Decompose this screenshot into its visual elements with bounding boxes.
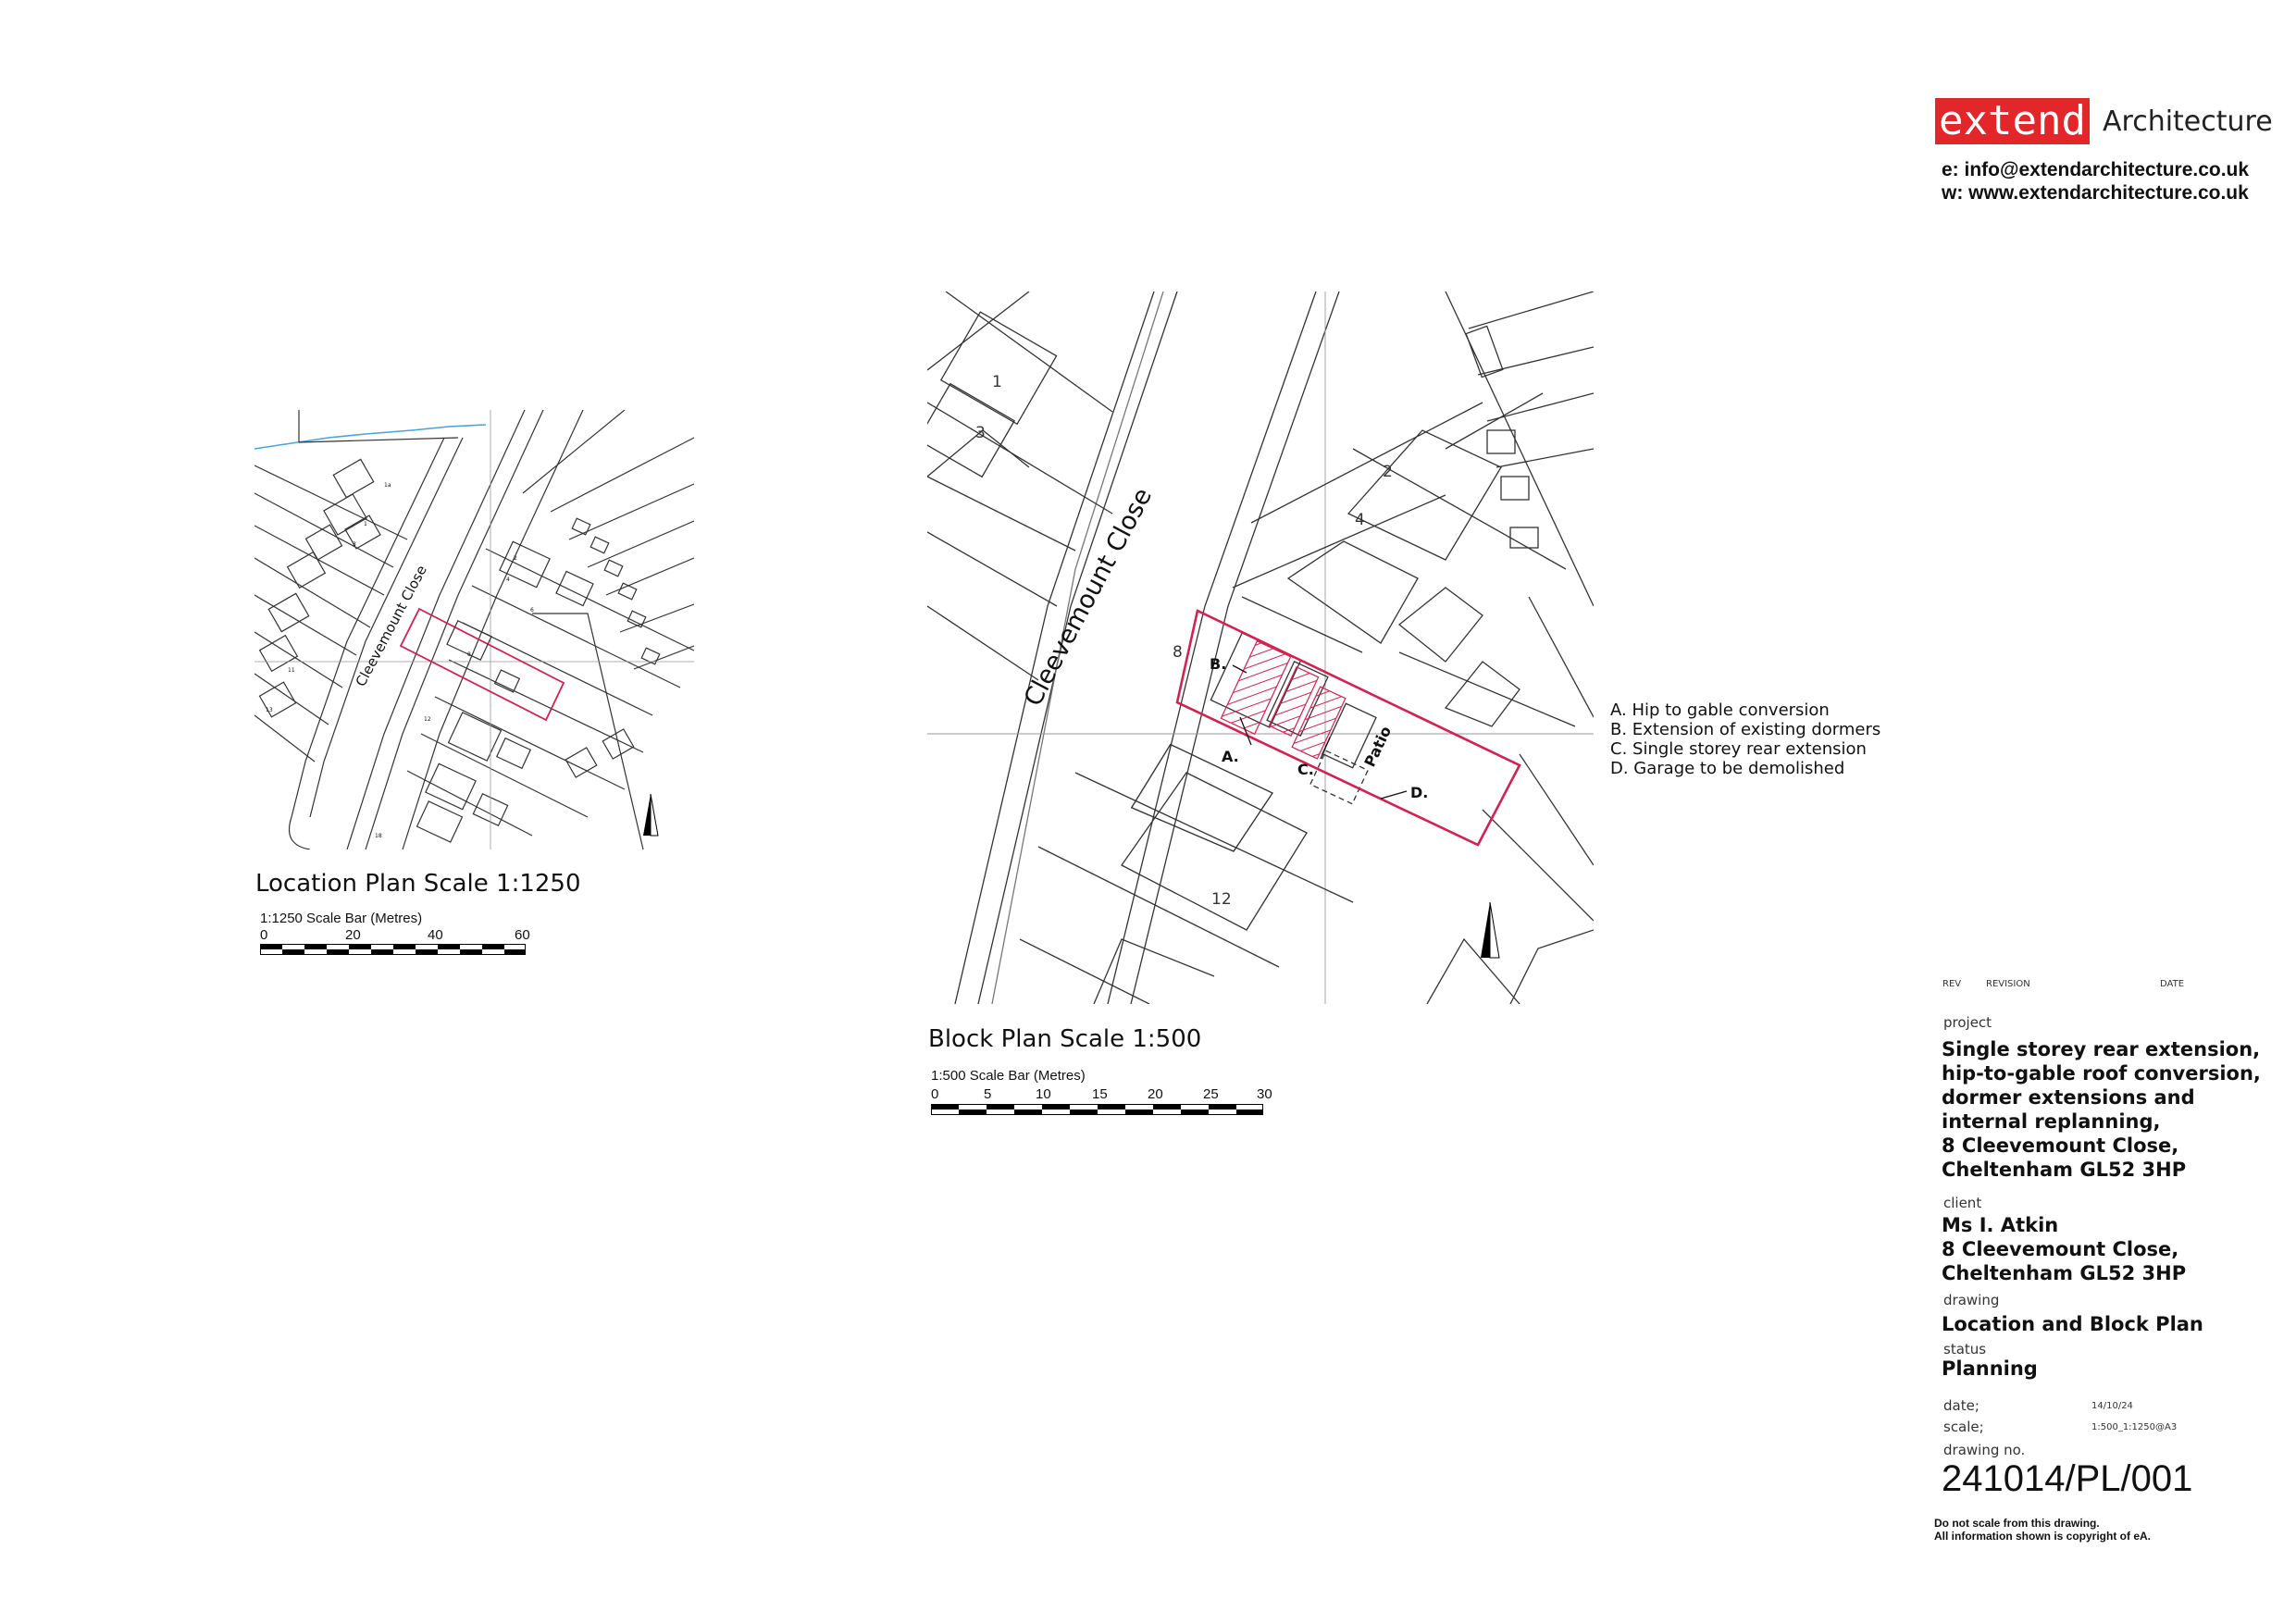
north-arrow-icon: [1481, 902, 1499, 958]
bp-house-2: 2: [1383, 463, 1393, 481]
client-line: Ms I. Atkin: [1942, 1214, 2059, 1236]
north-arrow-icon: [643, 794, 658, 836]
location-scale-bar-label: 1:1250 Scale Bar (Metres): [260, 911, 423, 926]
lp-house-12: 12: [424, 716, 431, 723]
block-scale-bar-label: 1:500 Scale Bar (Metres): [931, 1068, 1086, 1084]
bp-tick-30: 30: [1257, 1086, 1272, 1102]
project-line: Single storey rear extension,: [1942, 1038, 2261, 1060]
legend-item-d: D. Garage to be demolished: [1610, 759, 1845, 778]
project-line: 8 Cleevemount Close,: [1942, 1134, 2179, 1157]
lp-house-1: 1: [364, 521, 367, 527]
bp-tick-20: 20: [1148, 1086, 1163, 1102]
contact-web: w: www.extendarchitecture.co.uk: [1942, 182, 2249, 204]
bp-tick-15: 15: [1092, 1086, 1108, 1102]
bp-house-1: 1: [992, 373, 1002, 391]
bp-house-3: 3: [975, 424, 986, 442]
bp-house-12: 12: [1211, 890, 1232, 909]
lp-house-11: 11: [288, 667, 295, 674]
client-line: 8 Cleevemount Close,: [1942, 1238, 2179, 1260]
drawing-no-label: drawing no.: [1943, 1442, 2026, 1458]
marker-c: C.: [1297, 761, 1314, 778]
note-copyright: All information shown is copyright of eA.: [1934, 1530, 2152, 1543]
marker-b: B.: [1210, 655, 1227, 673]
lp-tick-0: 0: [260, 927, 268, 943]
location-plan-map: [254, 410, 694, 849]
lp-tick-20: 20: [345, 927, 361, 943]
patio-label: Patio: [1360, 723, 1396, 770]
marker-a: A.: [1222, 748, 1239, 765]
status-value: Planning: [1942, 1357, 2038, 1380]
lp-house-1a: 1a: [384, 482, 391, 489]
lp-tick-40: 40: [428, 927, 443, 943]
location-scale-bar: [260, 944, 528, 957]
client-line: Cheltenham GL52 3HP: [1942, 1262, 2187, 1284]
brand-name: Architecture: [2103, 105, 2273, 138]
block-plan-map: [927, 291, 1594, 1004]
lp-house-13: 13: [266, 707, 273, 713]
bp-house-8: 8: [1173, 643, 1183, 662]
block-road-label: Cleevemount Close: [1018, 483, 1159, 712]
bp-house-4: 4: [1355, 511, 1365, 529]
bp-tick-10: 10: [1036, 1086, 1051, 1102]
lp-tick-60: 60: [515, 927, 530, 943]
note-do-not-scale: Do not scale from this drawing.: [1934, 1517, 2100, 1530]
legend-item-a: A. Hip to gable conversion: [1610, 700, 1830, 720]
location-road-label: Cleevemount Close: [352, 562, 430, 689]
project-line: internal replanning,: [1942, 1110, 2161, 1133]
client-details: [1942, 1213, 2186, 1285]
lp-house-3: 3: [353, 541, 356, 548]
contact-email: e: info@extendarchitecture.co.uk: [1942, 159, 2250, 180]
date-header: DATE: [2160, 979, 2185, 989]
bp-tick-25: 25: [1203, 1086, 1219, 1102]
marker-d: D.: [1410, 784, 1429, 801]
client-label: client: [1943, 1195, 1982, 1211]
status-label: status: [1943, 1341, 1987, 1357]
date-label: date;: [1943, 1397, 1980, 1414]
location-plan-title: Location Plan Scale 1:1250: [255, 870, 581, 898]
bp-tick-5: 5: [984, 1086, 992, 1102]
revision-header: REVISION: [1986, 979, 2030, 989]
rev-header: REV: [1942, 979, 1962, 989]
legend-item-c: C. Single storey rear extension: [1610, 739, 1867, 759]
brand-logo: extend: [1935, 98, 2090, 144]
drawing-label: drawing: [1943, 1292, 2000, 1308]
project-label: project: [1943, 1014, 1992, 1031]
block-plan-title: Block Plan Scale 1:500: [928, 1025, 1202, 1053]
date-value: 14/10/24: [2091, 1401, 2133, 1411]
lp-house-18: 18: [375, 833, 382, 839]
lp-house-6: 6: [530, 607, 534, 614]
project-line: Cheltenham GL52 3HP: [1942, 1159, 2187, 1181]
project-line: dormer extensions and: [1942, 1086, 2195, 1109]
legend-item-b: B. Extension of existing dormers: [1610, 720, 1881, 739]
lp-house-2: 2: [514, 555, 517, 562]
lp-house-8: 8: [467, 651, 471, 658]
scale-label: scale;: [1943, 1419, 1984, 1435]
lp-house-4: 4: [506, 576, 510, 583]
scale-value: 1:500_1:1250@A3: [2091, 1422, 2178, 1432]
block-scale-bar: [931, 1104, 1266, 1117]
project-description: [1942, 1037, 2261, 1182]
drawing-number: 241014/PL/001: [1942, 1458, 2193, 1499]
drawing-value: Location and Block Plan: [1942, 1313, 2203, 1335]
project-line: hip-to-gable roof conversion,: [1942, 1062, 2261, 1085]
bp-tick-0: 0: [931, 1086, 939, 1102]
